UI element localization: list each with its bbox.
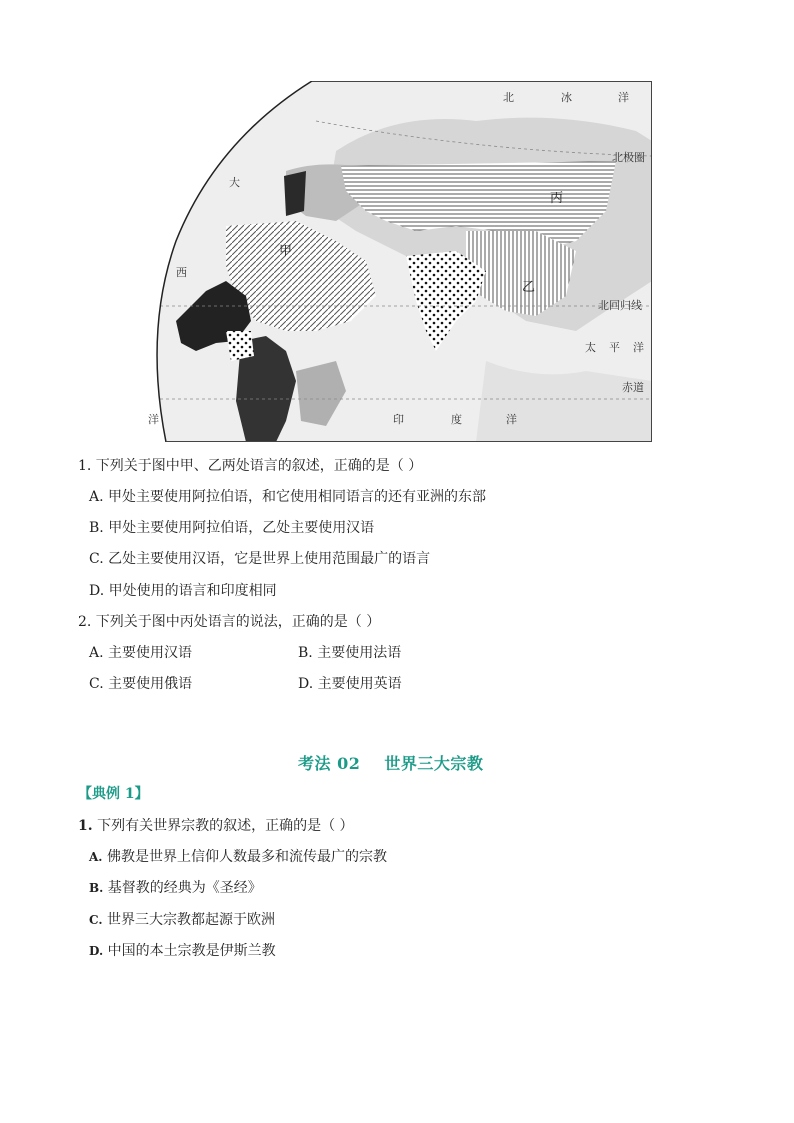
section-heading [298,751,483,774]
option-text: 世界三大宗教都起源于欧洲 [102,912,275,928]
option-letter: C. [89,913,103,927]
section-title-number: 考法 02 [298,754,361,773]
question-3-number: 1. [78,818,93,834]
question-3-option-d [89,942,276,960]
map-label-indian-3: 洋 [506,413,517,426]
map-label-tropic-cancer: 北回归线 [598,299,642,312]
question-3-text: 下列有关世界宗教的叙述，正确的是（ ） [92,818,354,834]
map-label-arctic-circle: 北极圈 [612,151,645,164]
question-1-option-b: B. 甲处主要使用阿拉伯语，乙处主要使用汉语 [89,520,375,536]
map-label-north-1: 北 [503,91,514,104]
question-1-stem: 1. 下列关于图中甲、乙两处语言的叙述，正确的是（ ） [78,458,423,474]
question-2-stem: 2. 下列关于图中丙处语言的说法，正确的是（ ） [78,614,381,630]
question-3-option-a [89,848,387,866]
map-label-pacific-1: 太 [585,341,596,354]
map-label-indian-1: 印 [393,413,404,426]
question-3-stem [78,817,354,835]
question-2-option-a: A. 主要使用汉语 [89,645,193,661]
map-label-indian-2: 度 [451,413,462,426]
map-label-pacific-2: 平 [609,341,620,354]
map-label-bing: 丙 [550,191,564,206]
map-label-north-3: 洋 [618,91,629,104]
map-label-jia: 甲 [279,244,293,259]
map-label-yi: 乙 [522,280,536,295]
option-letter: A. [89,850,103,864]
question-3-option-b [89,879,262,897]
map-label-atlantic-1: 大 [229,176,240,189]
option-text: 基督教的经典为《圣经》 [103,880,262,896]
question-3-option-c [89,911,275,929]
question-2-option-c: C. 主要使用俄语 [89,676,193,692]
option-text: 中国的本土宗教是伊斯兰教 [103,943,276,959]
section-title-text: 世界三大宗教 [384,754,484,773]
map-label-north-2: 冰 [561,91,572,104]
question-2-option-d: D. 主要使用英语 [298,676,402,692]
option-letter: B. [89,881,104,895]
question-2-option-b: B. 主要使用法语 [298,645,402,661]
question-1-option-a: A. 甲处主要使用阿拉伯语，和它使用相同语言的还有亚洲的东部 [89,489,487,505]
map-label-atlantic-3: 洋 [148,413,159,426]
option-letter: D. [89,944,104,958]
example-label: 【典例 1】 [78,786,149,802]
question-1-option-c: C. 乙处主要使用汉语，它是世界上使用范围最广的语言 [89,551,431,567]
question-1-option-d: D. 甲处使用的语言和印度相同 [89,583,277,599]
option-text: 佛教是世界上信仰人数最多和流传最广的宗教 [102,849,387,865]
map-label-pacific-3: 洋 [633,341,644,354]
language-distribution-map [136,81,652,442]
map-label-equator: 赤道 [622,381,644,394]
map-label-atlantic-2: 西 [176,266,187,279]
